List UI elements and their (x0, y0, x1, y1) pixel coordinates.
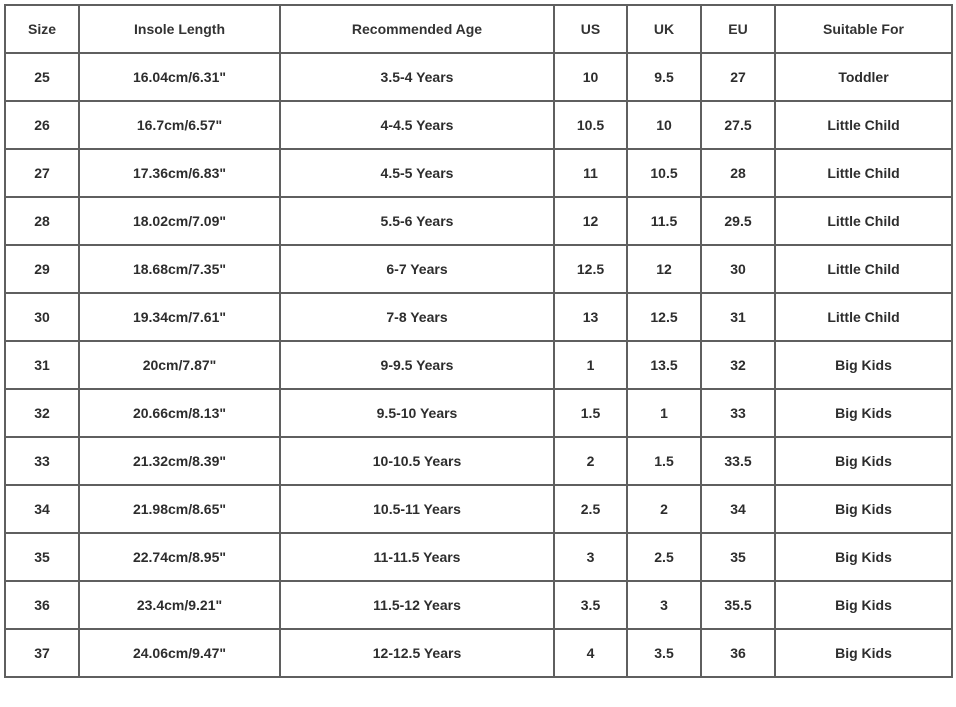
uk-size-cell: 2 (627, 485, 701, 533)
insole-length-cell: 21.32cm/8.39" (79, 437, 280, 485)
size-cell: 31 (5, 341, 79, 389)
header-eu: EU (701, 5, 775, 53)
table-row (5, 293, 952, 341)
header-suitable-for: Suitable For (775, 5, 952, 53)
recommended-age-cell: 12-12.5 Years (280, 629, 554, 677)
eu-size-cell: 30 (701, 245, 775, 293)
uk-size-cell: 9.5 (627, 53, 701, 101)
table-row (5, 581, 952, 629)
suitable-for-cell: Big Kids (775, 389, 952, 437)
us-size-cell: 10.5 (554, 101, 627, 149)
us-size-cell: 2.5 (554, 485, 627, 533)
us-size-cell: 1 (554, 341, 627, 389)
uk-size-cell: 10.5 (627, 149, 701, 197)
uk-size-cell: 1 (627, 389, 701, 437)
recommended-age-cell: 7-8 Years (280, 293, 554, 341)
insole-length-cell: 24.06cm/9.47" (79, 629, 280, 677)
eu-size-cell: 33.5 (701, 437, 775, 485)
insole-length-cell: 16.7cm/6.57" (79, 101, 280, 149)
table-row (5, 197, 952, 245)
recommended-age-cell: 4.5-5 Years (280, 149, 554, 197)
insole-length-cell: 18.68cm/7.35" (79, 245, 280, 293)
header-us: US (554, 5, 627, 53)
us-size-cell: 1.5 (554, 389, 627, 437)
size-cell: 32 (5, 389, 79, 437)
uk-size-cell: 2.5 (627, 533, 701, 581)
us-size-cell: 3.5 (554, 581, 627, 629)
table-row (5, 485, 952, 533)
suitable-for-cell: Little Child (775, 197, 952, 245)
uk-size-cell: 3.5 (627, 629, 701, 677)
suitable-for-cell: Big Kids (775, 533, 952, 581)
insole-length-cell: 21.98cm/8.65" (79, 485, 280, 533)
table-row (5, 341, 952, 389)
table-row (5, 437, 952, 485)
table-row (5, 389, 952, 437)
size-cell: 30 (5, 293, 79, 341)
eu-size-cell: 35.5 (701, 581, 775, 629)
recommended-age-cell: 11.5-12 Years (280, 581, 554, 629)
recommended-age-cell: 4-4.5 Years (280, 101, 554, 149)
eu-size-cell: 27 (701, 53, 775, 101)
header-row (5, 5, 952, 53)
eu-size-cell: 34 (701, 485, 775, 533)
eu-size-cell: 35 (701, 533, 775, 581)
header-size: Size (5, 5, 79, 53)
header-recommended-age: Recommended Age (280, 5, 554, 53)
recommended-age-cell: 11-11.5 Years (280, 533, 554, 581)
suitable-for-cell: Big Kids (775, 485, 952, 533)
insole-length-cell: 16.04cm/6.31" (79, 53, 280, 101)
insole-length-cell: 22.74cm/8.95" (79, 533, 280, 581)
eu-size-cell: 32 (701, 341, 775, 389)
suitable-for-cell: Big Kids (775, 341, 952, 389)
size-cell: 27 (5, 149, 79, 197)
eu-size-cell: 33 (701, 389, 775, 437)
suitable-for-cell: Little Child (775, 149, 952, 197)
insole-length-cell: 20cm/7.87" (79, 341, 280, 389)
suitable-for-cell: Little Child (775, 101, 952, 149)
eu-size-cell: 31 (701, 293, 775, 341)
table-body (5, 53, 952, 677)
suitable-for-cell: Big Kids (775, 437, 952, 485)
size-cell: 33 (5, 437, 79, 485)
recommended-age-cell: 3.5-4 Years (280, 53, 554, 101)
table-row (5, 533, 952, 581)
size-cell: 26 (5, 101, 79, 149)
us-size-cell: 3 (554, 533, 627, 581)
suitable-for-cell: Toddler (775, 53, 952, 101)
insole-length-cell: 23.4cm/9.21" (79, 581, 280, 629)
size-cell: 35 (5, 533, 79, 581)
insole-length-cell: 20.66cm/8.13" (79, 389, 280, 437)
us-size-cell: 12.5 (554, 245, 627, 293)
size-cell: 34 (5, 485, 79, 533)
eu-size-cell: 27.5 (701, 101, 775, 149)
uk-size-cell: 1.5 (627, 437, 701, 485)
size-cell: 25 (5, 53, 79, 101)
table-row (5, 53, 952, 101)
uk-size-cell: 10 (627, 101, 701, 149)
recommended-age-cell: 5.5-6 Years (280, 197, 554, 245)
table-row (5, 245, 952, 293)
eu-size-cell: 29.5 (701, 197, 775, 245)
insole-length-cell: 18.02cm/7.09" (79, 197, 280, 245)
recommended-age-cell: 9.5-10 Years (280, 389, 554, 437)
uk-size-cell: 3 (627, 581, 701, 629)
recommended-age-cell: 6-7 Years (280, 245, 554, 293)
recommended-age-cell: 10.5-11 Years (280, 485, 554, 533)
us-size-cell: 4 (554, 629, 627, 677)
suitable-for-cell: Big Kids (775, 629, 952, 677)
us-size-cell: 10 (554, 53, 627, 101)
uk-size-cell: 11.5 (627, 197, 701, 245)
uk-size-cell: 13.5 (627, 341, 701, 389)
size-cell: 29 (5, 245, 79, 293)
us-size-cell: 11 (554, 149, 627, 197)
table-row (5, 629, 952, 677)
suitable-for-cell: Big Kids (775, 581, 952, 629)
eu-size-cell: 36 (701, 629, 775, 677)
us-size-cell: 13 (554, 293, 627, 341)
header-uk: UK (627, 5, 701, 53)
uk-size-cell: 12.5 (627, 293, 701, 341)
table-row (5, 149, 952, 197)
table-row (5, 101, 952, 149)
us-size-cell: 2 (554, 437, 627, 485)
recommended-age-cell: 10-10.5 Years (280, 437, 554, 485)
eu-size-cell: 28 (701, 149, 775, 197)
suitable-for-cell: Little Child (775, 245, 952, 293)
suitable-for-cell: Little Child (775, 293, 952, 341)
size-cell: 37 (5, 629, 79, 677)
uk-size-cell: 12 (627, 245, 701, 293)
insole-length-cell: 17.36cm/6.83" (79, 149, 280, 197)
size-cell: 36 (5, 581, 79, 629)
us-size-cell: 12 (554, 197, 627, 245)
size-chart-table (4, 4, 953, 678)
size-cell: 28 (5, 197, 79, 245)
header-insole-length: Insole Length (79, 5, 280, 53)
insole-length-cell: 19.34cm/7.61" (79, 293, 280, 341)
recommended-age-cell: 9-9.5 Years (280, 341, 554, 389)
